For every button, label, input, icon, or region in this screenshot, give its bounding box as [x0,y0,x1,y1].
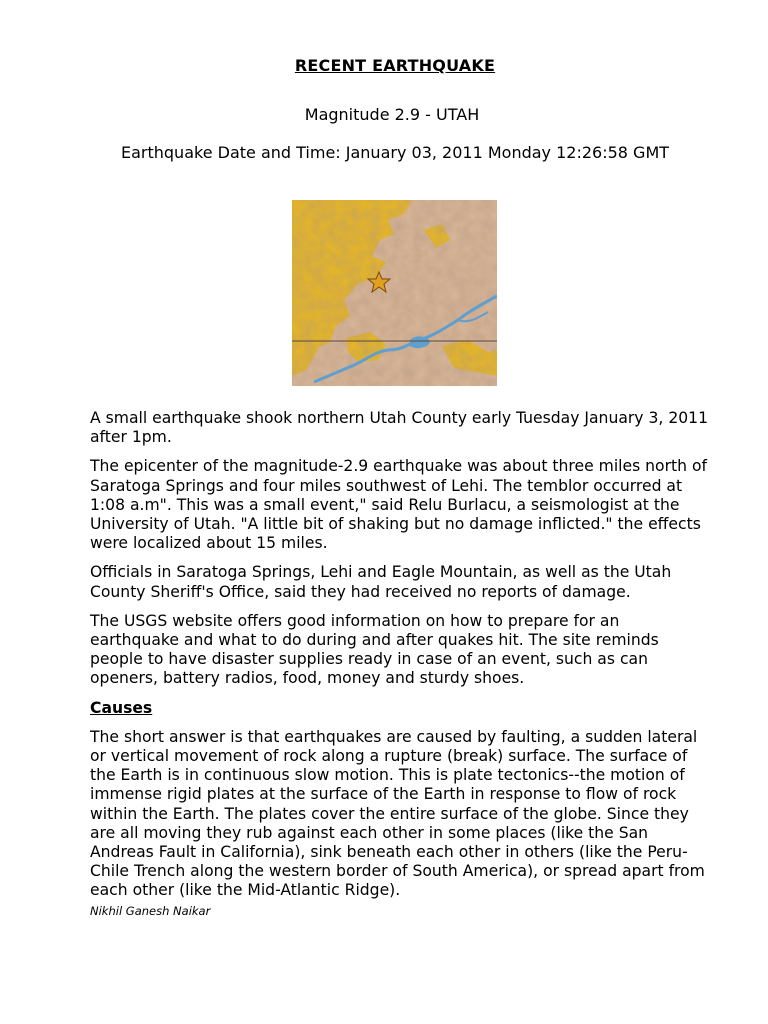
causes-heading: Causes [90,698,153,717]
magnitude-heading: Magnitude 2.9 - UTAH [304,105,480,124]
article-paragraph: A small earthquake shook northern Utah County early Tuesday January 3, 2011 after 1pm. [90,409,709,447]
article-body [90,409,710,911]
earthquake-datetime: Earthquake Date and Time: January 03, 2011 Monday 12:26:58 GMT [120,143,670,162]
epicenter-map-image [292,200,497,386]
article-paragraph: The epicenter of the magnitude-2.9 earthquake was about three miles north of Saratoga Springs and four miles southwest of Lehi. The temblor occurred at 1:08 a.m". This was a small event," said Relu Burlacu, a seismologist at the University of Utah. "A little bit of shaking but no damage inflicted." the effects were localized about 15 miles. [90,457,707,553]
document-title: RECENT EARTHQUAKE [294,56,496,75]
author-name: Nikhil Ganesh Naikar [90,904,211,918]
article-paragraph: Officials in Saratoga Springs, Lehi and Eagle Mountain, as well as the Utah County Sheriff's Office, said they had received no reports of damage. [90,563,672,601]
article-paragraph: The USGS website offers good information on how to prepare for an earthquake and what to do during and after quakes hit. The site reminds people to have disaster supplies ready in case of an event, such as can openers, battery radios, food, money and sturdy shoes. [90,611,659,688]
causes-paragraph: The short answer is that earthquakes are caused by faulting, a sudden lateral or vertical movement of rock along a rupture (break) surface. The surface of the Earth is in continuous slow motion. This is plate tectonics--the motion of immense rigid plates at the surface of the Earth in response to flow of rock within the Earth. The plates cover the entire surface of the globe. Since they are all moving they rub against each other in some places (like the San Andreas Fault in California), sink beneath each other in others (like the Peru-Chile Trench along the western border of South America), or spread apart from each other (like the Mid-Atlantic Ridge). [90,727,705,900]
